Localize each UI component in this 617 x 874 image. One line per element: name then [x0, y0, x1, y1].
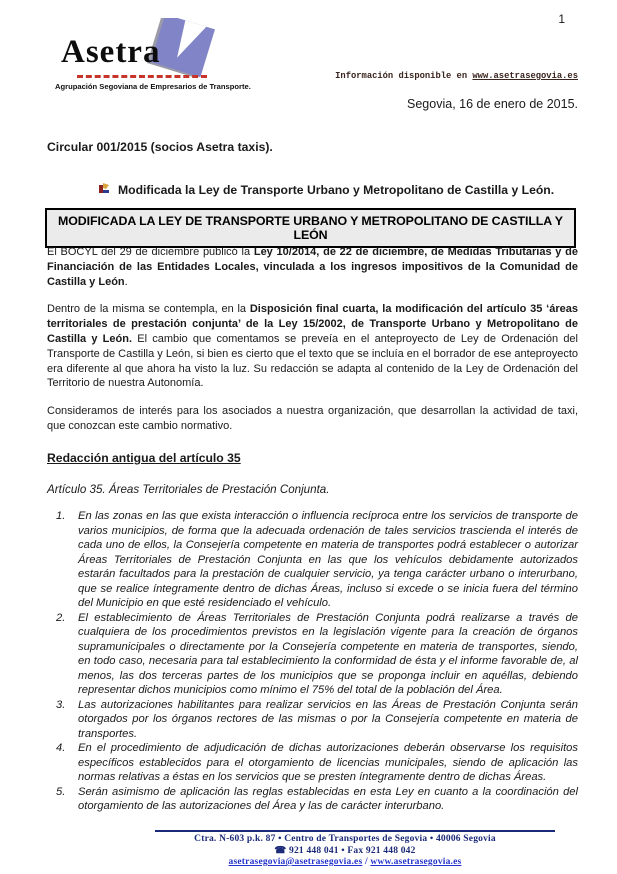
paragraph-disposicion [47, 302, 578, 391]
paragraph-bold-text: Ley 10/2014, de 22 de diciembre, de Medidas Tributarias y de Financiación de las Entidades Locales, vinculada a los ingresos impositivos de la Comunidad de Castilla y León [47, 246, 578, 288]
article-35-clauses [47, 509, 578, 814]
list-item [47, 509, 578, 611]
list-item [47, 698, 578, 742]
info-prefix: Información disponible en [335, 71, 473, 81]
footer [110, 834, 580, 869]
list-item-text: Las autorizaciones habilitantes para realizar servicios en las Áreas de Prestación Conjunta serán otorgados por los órganos rectores de las mismas o por la Consejería competente en materia de transportes. [78, 698, 578, 740]
footer-phone-numbers: 921 448 041 • Fax 921 448 042 [286, 845, 416, 856]
list-item [47, 741, 578, 785]
logo-tagline: Agrupación Segoviana de Empresarios de Transporte. [55, 82, 251, 91]
footer-links-line [110, 857, 580, 869]
paragraph-text: El cambio que comentamos se preveía en el anteproyecto de Ley de Ordenación del Transporte de Castilla y León, si bien es cierto que el texto que se incluía en el borrador de ese anteproyecto era diferente al que ahora ha visto la luz. Su redacción se adapta al contenido de la Ley de Ordenación del Territorio de nuestra Autonomía. [47, 332, 578, 390]
list-item [47, 611, 578, 698]
circular-subject-line [99, 182, 554, 198]
paragraph-interes: Consideramos de interés para los asociados a nuestra organización, que desarrollan la actividad de taxi, que conozcan este cambio normativo. [47, 405, 578, 432]
page-number: 1 [558, 12, 565, 26]
list-item-number: 5. [56, 785, 66, 798]
logo-dashed-rule [77, 75, 207, 78]
document-body [47, 245, 578, 814]
info-url-link[interactable]: www.asetrasegovia.es [472, 71, 578, 81]
list-item-number: 3. [56, 698, 66, 711]
list-item [47, 785, 578, 814]
hand-bullet-icon [99, 182, 110, 198]
section-heading-old-wording: Redacción antigua del artículo 35 [47, 450, 241, 465]
footer-web-link[interactable]: www.asetrasegovia.es [370, 857, 462, 867]
list-item-text: En las zonas en las que exista interacción o influencia recíproca entre los servicios de transporte de varios municipios, de forma que la adecuada ordenación de tales servicios trascienda el interés de cada uno de ellos, la Consejería competente en materia de transportes podrá establecer o autorizar Áreas Territoriales de Prestación Conjunta en las que los vehículos debidamente autorizados estarán facultados para la prestación de cualquier servicio, ya tenga carácter urbano o interurbano, que se realice íntegramente dentro de dichas Áreas, incluso si excede o se inicia fuera del término del Municipio en que esté residenciado el vehículo. [78, 510, 578, 610]
footer-email-link[interactable]: asetrasegovia@asetrasegovia.es [228, 857, 363, 867]
title-banner: MODIFICADA LA LEY DE TRANSPORTE URBANO Y METROPOLITANO DE CASTILLA Y LEÓN [45, 208, 576, 248]
circular-reference: Circular 001/2015 (socios Asetra taxis). [47, 140, 273, 154]
paragraph-text: Dentro de la misma se contempla, en la [47, 303, 250, 316]
info-availability-line [335, 71, 578, 81]
paragraph-text: . [124, 275, 128, 288]
list-item-number: 4. [56, 742, 66, 755]
circular-subject-text: Modificada la Ley de Transporte Urbano y Metropolitano de Castilla y León. [118, 183, 555, 197]
list-item-text: El establecimiento de Áreas Territoriales de Prestación Conjunta podrá realizarse a través de cualquiera de los procedimientos previstos en la legislación vigente para la creación de órganos supramunicipales o directamente por la Consejería competente en materia de transportes, siendo, en todo caso, necesaria para tal establecimiento la conformidad de ésta y el informe favorable de, al menos, las dos terceras partes de los municipios que se proponga incluir en aquéllas, debiendo representar dichos municipios como mínimo el 75% del total de la población del Área. [78, 611, 578, 697]
paragraph-bocyl [47, 245, 578, 289]
footer-phone-line [110, 846, 580, 858]
asetra-logo [55, 22, 251, 91]
paragraph-text: El BOCYL del 29 de diciembre publicó la [47, 246, 254, 258]
logo-wordmark: Asetra [61, 34, 161, 70]
paragraph-bold-text: Disposición final cuarta, la modificación del artículo 35 ‘áreas territoriales de prestación conjunta’ de la Ley 15/2002, de Transporte Urbano y Metropolitano de Castilla y León. [47, 303, 578, 345]
footer-address: Ctra. N-603 p.k. 87 • Centro de Transportes de Segovia • 40006 Segovia [194, 834, 496, 844]
article-35-title: Artículo 35. Áreas Territoriales de Prestación Conjunta. [47, 482, 330, 496]
footer-divider [155, 830, 555, 832]
list-item-number: 1. [56, 510, 66, 523]
list-item-number: 2. [56, 611, 66, 624]
footer-links-separator: / [362, 857, 371, 867]
dateline: Segovia, 16 de enero de 2015. [407, 97, 578, 111]
phone-icon: ☎ [274, 845, 287, 856]
list-item-text: En el procedimiento de adjudicación de dichas autorizaciones deberán observarse los requisitos específicos establecidos para el otorgamiento de licencias municipales, siendo de aplicación las normas relativas a éstas en los servicios que se presten íntegramente dentro de dichas Áreas. [78, 742, 578, 784]
list-item-text: Serán asimismo de aplicación las reglas establecidas en esta Ley en cuanto a la coordinación del otorgamiento de las autorizaciones del Área y las de carácter interurbano. [78, 785, 578, 813]
